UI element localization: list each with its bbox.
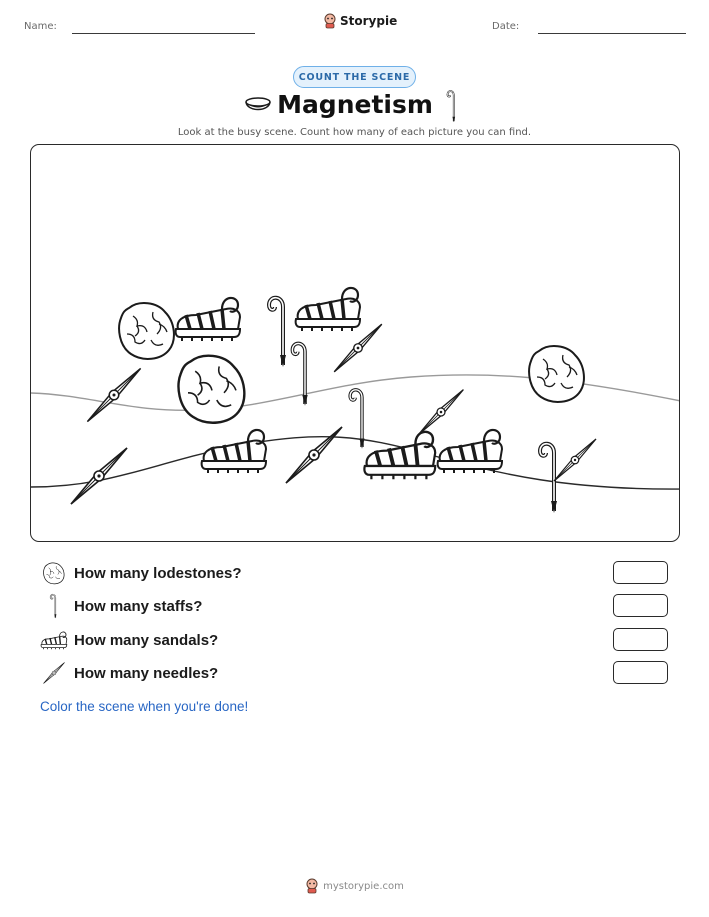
needle	[419, 390, 464, 435]
lodestone-icon	[41, 561, 67, 585]
answer-box-lodestones[interactable]	[613, 561, 668, 584]
name-label: Name:	[24, 21, 57, 32]
question-row-sandals	[40, 627, 680, 653]
hill-line-front	[31, 437, 680, 489]
sandal-icon	[40, 630, 68, 650]
question-row-needles	[40, 660, 680, 686]
storypie-mascot-icon	[305, 878, 319, 894]
staff	[540, 444, 557, 513]
sandal	[438, 430, 502, 473]
sandal	[202, 430, 266, 473]
storypie-mascot-icon	[323, 13, 337, 29]
sandal	[364, 432, 435, 479]
name-field-line[interactable]	[72, 33, 255, 34]
question-text: How many lodestones?	[74, 564, 242, 582]
count-the-scene-badge: COUNT THE SCENE	[293, 66, 416, 88]
date-field-line[interactable]	[538, 33, 686, 34]
question-row-staffs	[40, 593, 680, 619]
question-text: How many sandals?	[74, 631, 219, 649]
sandal	[176, 298, 240, 341]
lodestone	[529, 346, 584, 402]
color-instruction: Color the scene when you're done!	[40, 699, 249, 714]
sandal	[296, 288, 360, 331]
lodestone	[179, 356, 245, 423]
busy-scene	[30, 144, 680, 542]
question-text: How many needles?	[74, 664, 219, 682]
answer-box-needles[interactable]	[613, 661, 668, 684]
brand-name: Storypie	[340, 14, 398, 28]
brand-logo	[323, 13, 397, 29]
staff	[350, 390, 364, 449]
instructions: Look at the busy scene. Count how many of each picture you can find.	[177, 127, 532, 138]
answer-box-staffs[interactable]	[613, 594, 668, 617]
needle	[286, 427, 342, 483]
staff-icon	[47, 593, 61, 619]
page-title: Magnetism	[277, 90, 433, 119]
needle	[87, 368, 140, 421]
needle-icon	[42, 661, 66, 685]
lodestone	[119, 303, 174, 359]
date-label: Date:	[492, 21, 520, 32]
needle	[554, 439, 596, 481]
staff	[269, 298, 286, 367]
staff-title-icon	[443, 89, 461, 123]
footer	[0, 878, 709, 894]
question-row-lodestones	[40, 560, 680, 586]
needle	[334, 324, 382, 372]
question-text: How many staffs?	[74, 597, 203, 615]
footer-url[interactable]: mystorypie.com	[323, 880, 404, 892]
answer-box-sandals[interactable]	[613, 628, 668, 651]
